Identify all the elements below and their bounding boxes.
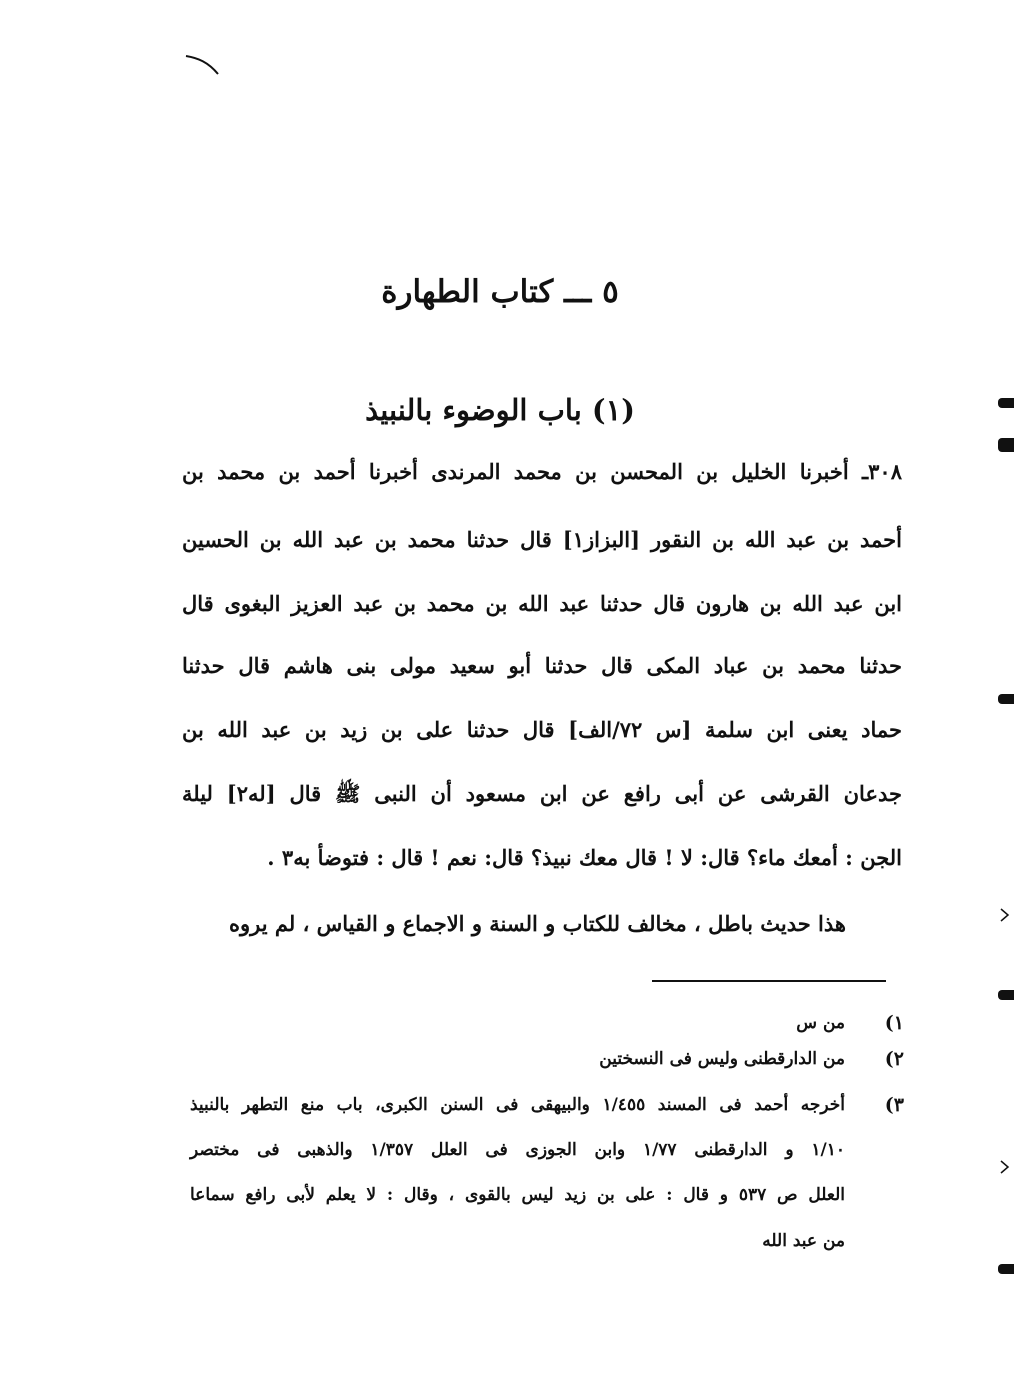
scan-tick-icon bbox=[1000, 908, 1010, 922]
body-line: أحمد بن عبد الله بن النقور [البزاز١] قال حدثنا محمد بن عبد الله بن الحسين bbox=[182, 527, 902, 552]
footnote-number: ١) bbox=[884, 1012, 904, 1034]
body-line: حدثنا محمد بن عباد المكى قال حدثنا أبو سعيد مولى بنى هاشم قال حدثنا bbox=[182, 653, 902, 678]
body-line: هذا حديث باطل ، مخالف للكتاب و السنة و الاجماع و القياس ، لم يروه bbox=[229, 911, 846, 936]
footnote-number: ٢) bbox=[884, 1048, 904, 1070]
footnote-text: من عبد الله bbox=[762, 1231, 845, 1251]
footnote-text: أخرجه أحمد فى المسند ١/٤٥٥ والبيهقى فى السنن الكبرى، باب منع التطهر بالنبيذ bbox=[190, 1095, 845, 1115]
scan-edge-mark bbox=[998, 438, 1014, 452]
scan-mark-icon bbox=[184, 52, 220, 76]
scan-edge-mark bbox=[998, 990, 1014, 1000]
body-line: جدعان القرشى عن أبى رافع عن ابن مسعود أن النبى ﷺ قال [له٢] ليلة bbox=[182, 781, 902, 806]
body-line: ابن عبد الله بن هارون قال حدثنا عبد الله بن محمد بن عبد العزيز البغوى قال bbox=[182, 591, 902, 616]
scan-edge-mark bbox=[998, 694, 1014, 704]
footnote-separator bbox=[652, 980, 886, 982]
scan-tick-icon bbox=[1000, 1160, 1010, 1174]
body-line: ٣٠٨ـ أخبرنا الخليل بن المحسن بن محمد المرندى أخبرنا أحمد بن محمد بن bbox=[182, 459, 902, 484]
section-title: (١) باب الوضوء بالنبيذ bbox=[365, 393, 635, 427]
footnote-number: ٣) bbox=[884, 1094, 904, 1116]
footnote-text: العلل ص ٥٣٧ و قال : على بن زيد ليس بالقوى ، وقال : لا يعلم لأبى رافع سماعا bbox=[190, 1185, 845, 1205]
footnote-text: ١/١٠ و الدارقطنى ١/٧٧ وابن الجوزى فى العلل ١/٣٥٧ والذهبى فى مختصر bbox=[190, 1140, 845, 1160]
scan-edge-mark bbox=[998, 398, 1014, 408]
scan-edge-mark bbox=[998, 1264, 1014, 1274]
body-line: حماد يعنى ابن سلمة [س ٧٢/الف] قال حدثنا على بن زيد بن عبد الله بن bbox=[182, 717, 902, 742]
footnote-text: من س bbox=[796, 1013, 845, 1033]
chapter-title: ٥ ـــ كتاب الطهارة bbox=[381, 274, 619, 310]
footnote-text: من الدارقطنى وليس فى النسختين bbox=[599, 1049, 845, 1069]
body-line: الجن : أمعك ماء؟ قال: لا ! قال معك نبيذ؟ قال: نعم ! قال : فتوضأ به٣ . bbox=[267, 845, 902, 870]
